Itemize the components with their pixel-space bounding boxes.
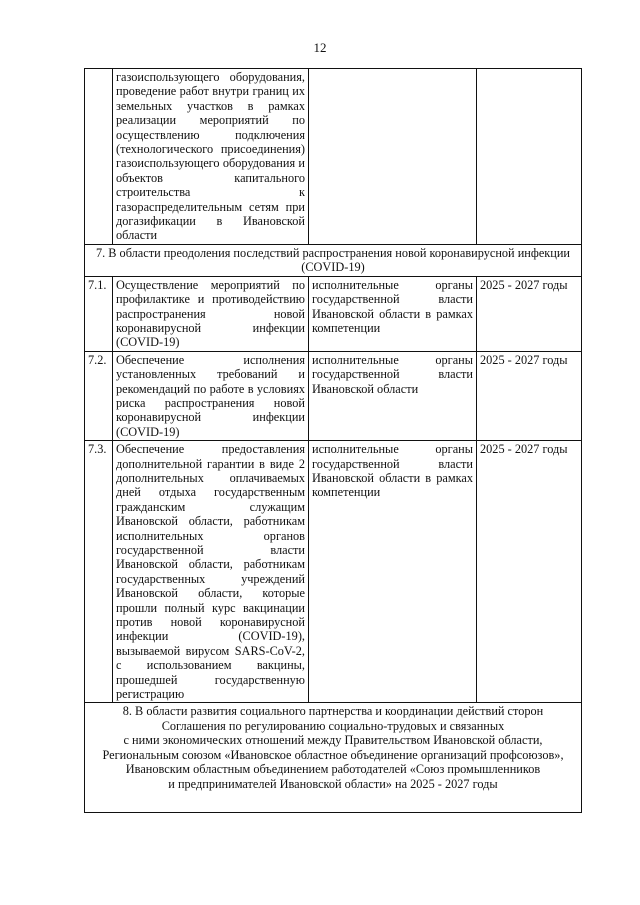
executor-text: исполнительные органы государственной власти Ивановской области в рамках компетенции [309, 276, 477, 351]
measure-text: Обеспечение предоставления дополнительной гарантии в виде 2 дополнительных оплачиваемых дней отдыха государственным гражданским служащим Ивановской области, работникам исполнительных органов государственной власти Ивановской области, работникам государственных учреждений Ивановской области, которые прошли полный курс вакцинации против новой коронавирусной инфекции (COVID-19), вызываемой вирусом SARS-CoV-2, с использованием вакцины, прошедшей государственную регистрацию [113, 441, 309, 703]
section-line: и предпринимателей Ивановской области» на 2025 - 2027 годы [168, 776, 498, 791]
section-8-header [85, 703, 582, 813]
section-line: 8. В области развития социального партнерства и координации действий сторон [122, 704, 544, 719]
row-number: 7.3. [85, 441, 113, 703]
row-number: 7.1. [85, 276, 113, 351]
term-text: 2025 - 2027 годы [477, 441, 582, 703]
table-row [85, 351, 582, 440]
term-text: 2025 - 2027 годы [477, 276, 582, 351]
section-line: с ними экономических отношений между Правительством Ивановской области, [123, 733, 543, 748]
executor-text: исполнительные органы государственной власти Ивановской области [309, 351, 477, 440]
section-title: 7. В области преодоления последствий распространения новой коронавирусной инфекции (COVID-19) [85, 244, 582, 276]
measure-text: газоиспользующего оборудования, проведение работ внутри границ их земельных участков в рамках реализации мероприятий по осуществлению подключения (технологического присоединения) газоиспользующего оборудования и объектов капитального строительства к газораспределительным сетям при догазификации в Ивановской области [113, 69, 309, 245]
section-title [85, 703, 582, 813]
row-number: 7.2. [85, 351, 113, 440]
row-number [85, 69, 113, 245]
measures-table [84, 68, 582, 813]
table-row [85, 276, 582, 351]
table-row [85, 441, 582, 703]
continuation-row [85, 69, 582, 245]
term-text [477, 69, 582, 245]
section-line: Соглашения по регулированию социально-трудовых и связанных [161, 718, 505, 733]
section-line: Региональным союзом «Ивановское областное объединение организаций профсоюзов», [102, 747, 564, 762]
term-text: 2025 - 2027 годы [477, 351, 582, 440]
section-line: Ивановским областным объединением работодателей «Союз промышленников [125, 762, 541, 777]
measure-text: Осуществление мероприятий по профилактике и противодействию распространения новой коронавирусной инфекции (COVID-19) [113, 276, 309, 351]
page-number: 12 [313, 40, 327, 55]
executor-text [309, 69, 477, 245]
section-7-header [85, 244, 582, 276]
executor-text: исполнительные органы государственной власти Ивановской области в рамках компетенции [309, 441, 477, 703]
measure-text: Обеспечение исполнения установленных требований и рекомендаций по работе в условиях риска распространения новой коронавирусной инфекции (COVID-19) [113, 351, 309, 440]
